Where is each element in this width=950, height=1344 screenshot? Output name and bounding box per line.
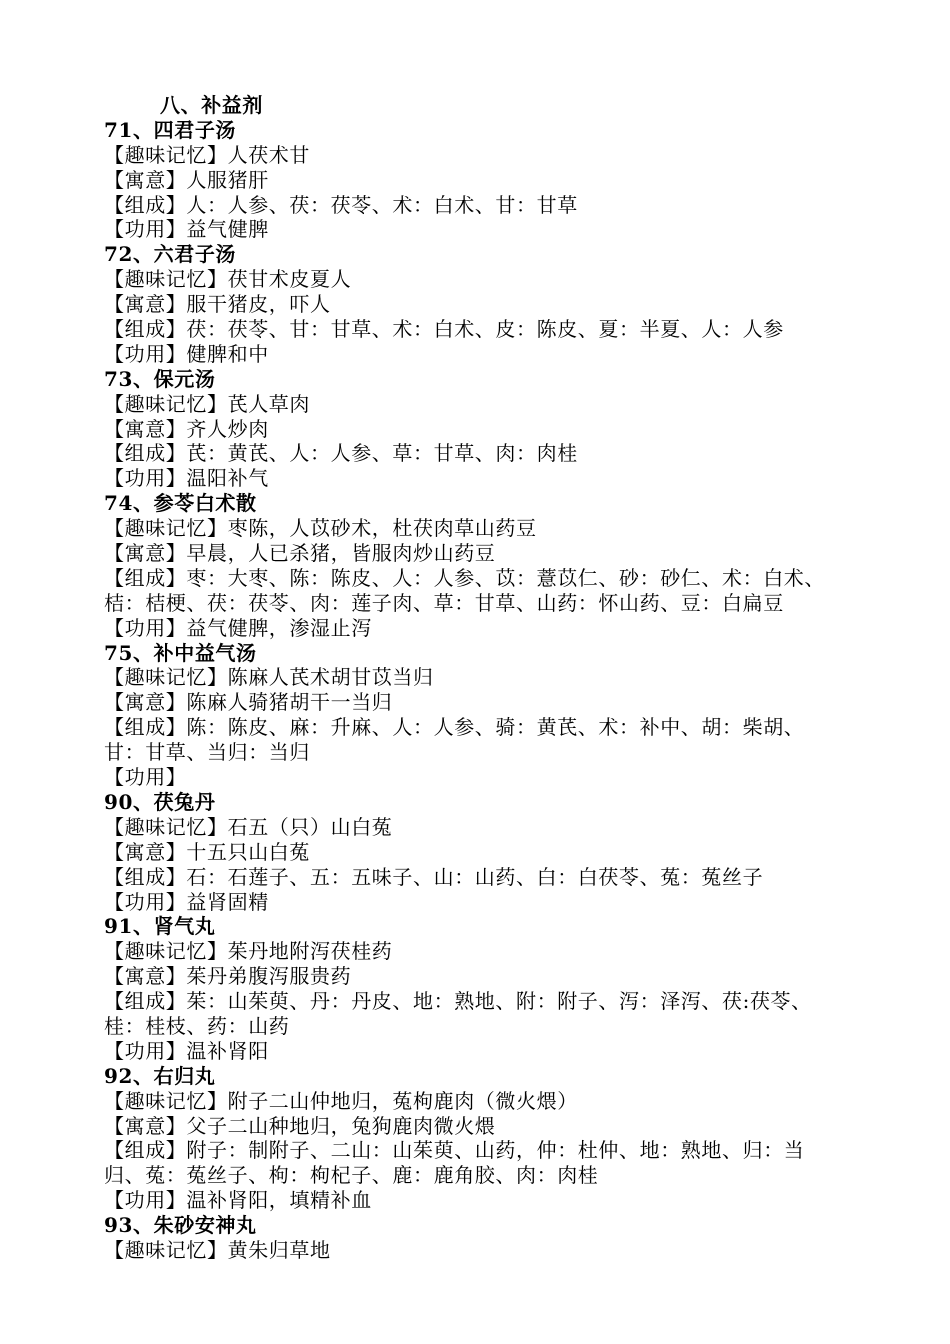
text-line: 【组成】附子：制附子、二山：山茱萸、山药，仲：杜仲、地：熟地、归：当 [104, 1138, 805, 1163]
text-line: 【趣味记忆】石五（只）山白菟 [104, 814, 393, 839]
text-line: 【功用】 [104, 765, 187, 790]
formula-title: 71、四君子汤 [104, 117, 237, 142]
text-line: 【趣味记忆】附子二山仲地归，菟枸鹿肉（微火煨） [104, 1088, 578, 1113]
text-line: 【趣味记忆】黄朱归草地 [104, 1237, 331, 1262]
formula-title: 93、朱砂安神丸 [104, 1213, 257, 1238]
text-line: 【趣味记忆】陈麻人芪术胡甘苡当归 [104, 665, 434, 690]
text-line: 桔：桔梗、茯：茯苓、肉：莲子肉、草：甘草、山药：怀山药、豆：白扁豆 [104, 590, 784, 615]
text-line: 【趣味记忆】茱丹地附泻茯桂药 [104, 939, 393, 964]
text-line: 【组成】茯：茯苓、甘：甘草、术：白术、皮：陈皮、夏：半夏、人：人参 [104, 317, 784, 342]
text-line: 【寓意】人服猪肝 [104, 167, 269, 192]
text-line: 归、菟：菟丝子、枸：枸杞子、鹿：鹿角胶、肉：肉桂 [104, 1163, 599, 1188]
text-line: 【功用】益气健脾，渗湿止泻 [104, 615, 372, 640]
formula-title: 92、右归丸 [104, 1063, 216, 1088]
text-line: 【趣味记忆】茯甘术皮夏人 [104, 267, 352, 292]
section-title: 八、补益剂 [160, 93, 263, 117]
text-line: 【趣味记忆】芪人草肉 [104, 391, 310, 416]
text-line: 【寓意】齐人炒肉 [104, 416, 269, 441]
text-line: 【寓意】早晨，人已杀猪，皆服肉炒山药豆 [104, 541, 496, 566]
text-line: 【组成】陈：陈皮、麻：升麻、人：人参、骑：黄芪、术：补中、胡：柴胡、 [104, 715, 805, 740]
text-line: 【功用】健脾和中 [104, 341, 269, 366]
text-line: 桂：桂枝、药：山药 [104, 1013, 290, 1038]
text-line: 【功用】益肾固精 [104, 889, 269, 914]
formula-title: 74、参苓白术散 [104, 491, 257, 516]
text-line: 【趣味记忆】人茯术甘 [104, 142, 310, 167]
text-line: 【寓意】服干猪皮，吓人 [104, 292, 331, 317]
text-line: 【寓意】陈麻人骑猪胡干一当归 [104, 690, 393, 715]
text-line: 甘：甘草、当归：当归 [104, 740, 310, 765]
text-line: 【组成】人：人参、茯：茯苓、术：白术、甘：甘草 [104, 192, 578, 217]
text-line: 【寓意】十五只山白菟 [104, 839, 310, 864]
text-line: 【功用】温补肾阳 [104, 1038, 269, 1063]
text-line: 【组成】芪：黄芪、人：人参、草：甘草、肉：肉桂 [104, 441, 578, 466]
formula-title: 91、肾气丸 [104, 914, 216, 939]
text-line: 【组成】石：石莲子、五：五味子、山：山药、白：白茯苓、菟：菟丝子 [104, 864, 764, 889]
formula-title: 90、茯兔丹 [104, 789, 216, 814]
formula-title: 72、六君子汤 [104, 242, 237, 267]
text-line: 【功用】温阳补气 [104, 466, 269, 491]
text-line: 【寓意】父子二山种地归，兔狗鹿肉微火煨 [104, 1113, 496, 1138]
text-line: 【功用】温补肾阳，填精补血 [104, 1188, 372, 1213]
text-line: 【组成】茱：山茱萸、丹：丹皮、地：熟地、附：附子、泻：泽泻、茯:茯苓、 [104, 989, 812, 1014]
text-line: 【功用】益气健脾 [104, 217, 269, 242]
formula-title: 73、保元汤 [104, 366, 216, 391]
formula-title: 75、补中益气汤 [104, 640, 257, 665]
text-line: 【寓意】茱丹弟腹泻服贵药 [104, 964, 352, 989]
text-line: 【组成】枣：大枣、陈：陈皮、人：人参、苡：薏苡仁、砂：砂仁、术：白术、 [104, 565, 825, 590]
text-line: 【趣味记忆】枣陈，人苡砂术，杜茯肉草山药豆 [104, 516, 537, 541]
document-content [104, 93, 904, 1263]
